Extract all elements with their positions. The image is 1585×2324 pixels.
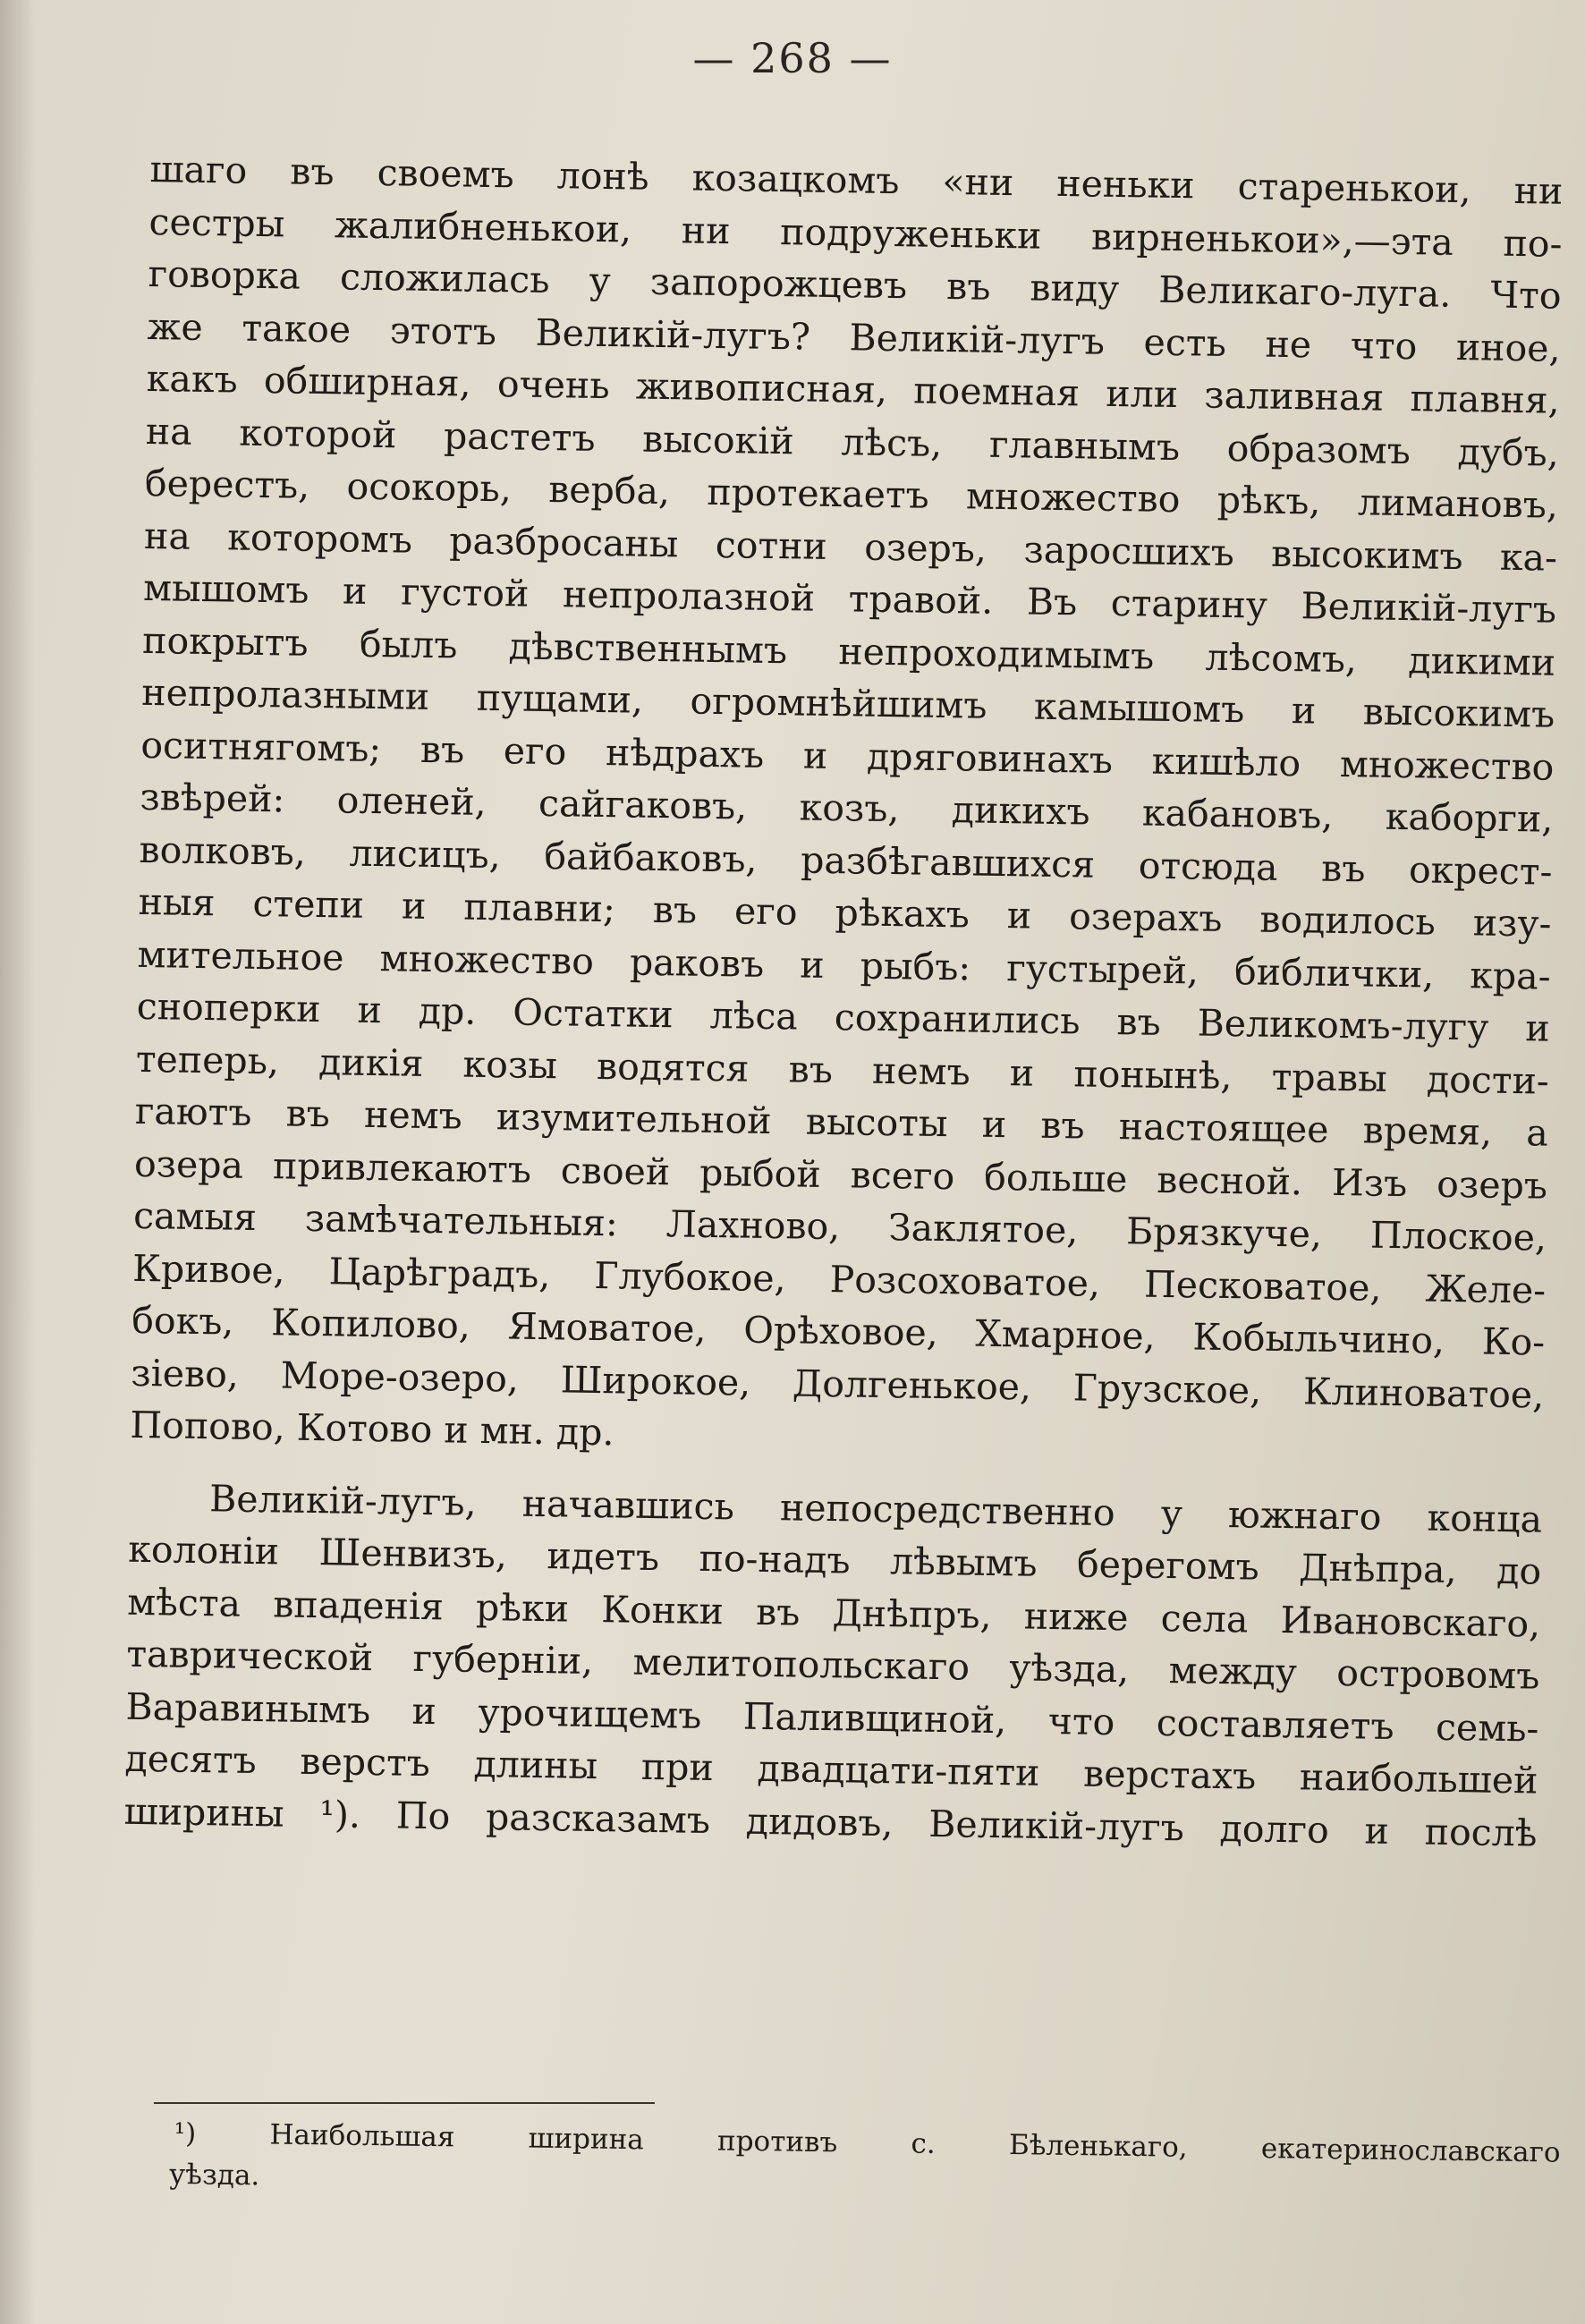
text-line: гаютъ въ немъ изумительной высоты и въ настоящее время, а bbox=[134, 1089, 1549, 1155]
text-line: мышомъ и густой непролазной травой. Въ старину Великій-лугъ bbox=[142, 565, 1557, 632]
text-line: ныя степи и плавни; въ его рѣкахъ и озерахъ водилось изу- bbox=[138, 879, 1552, 946]
text-line: же такое этотъ Великій-лугъ? Великій-лугъ есть не что иное, bbox=[147, 304, 1561, 370]
text-line: Попово, Котово и мн. др. bbox=[130, 1403, 615, 1455]
text-line: говорка сложилась у запорожцевъ въ виду Великаго-луга. Что bbox=[148, 251, 1562, 318]
text-line: зіево, Море-озеро, Широкое, Долгенькое, Грузское, Клиноватое, bbox=[131, 1351, 1545, 1417]
main-text bbox=[123, 143, 1564, 1860]
text-line: оситнягомъ; въ его нѣдрахъ и дряговинахъ кишѣло множество bbox=[140, 723, 1555, 789]
text-line: Варавинымъ и урочищемъ Паливщиной, что составляетъ семь- bbox=[125, 1684, 1539, 1751]
text-line: мѣста впаденія рѣки Конки въ Днѣпръ, ниже села Ивановскаго, bbox=[127, 1580, 1541, 1646]
text-line: на которой растетъ высокій лѣсъ, главнымъ образомъ дубъ, bbox=[145, 409, 1560, 475]
text-line: бокъ, Копилово, Ямоватое, Орѣховое, Хмарное, Кобыльчино, Ко- bbox=[131, 1298, 1546, 1364]
footnote-line: уѣзда. bbox=[168, 2158, 260, 2193]
text-line: Кривое, Царѣградъ, Глубокое, Розсоховатое, Песковатое, Желе- bbox=[131, 1246, 1547, 1312]
page-gutter-shadow bbox=[0, 0, 36, 2324]
text-line: озера привлекаютъ своей рыбой всего больше весной. Изъ озеръ bbox=[133, 1141, 1548, 1208]
text-line: на которомъ разбросаны сотни озеръ, заросшихъ высокимъ ка- bbox=[143, 513, 1558, 580]
text-line: звѣрей: оленей, сайгаковъ, козъ, дикихъ кабановъ, каборги, bbox=[140, 775, 1554, 841]
text-line: самыя замѣчательныя: Лахново, Заклятое, Брязкуче, Плоское, bbox=[132, 1193, 1547, 1260]
text-line: берестъ, осокорь, верба, протекаетъ множество рѣкъ, лимановъ, bbox=[144, 461, 1559, 527]
page-number: — 268 — bbox=[692, 34, 893, 82]
text-line: какъ обширная, очень живописная, поемная или заливная плавня, bbox=[146, 356, 1561, 422]
footnote bbox=[168, 2113, 1561, 2215]
text-line: Великій-лугъ, начавшись непосредственно у южнаго конца bbox=[208, 1476, 1543, 1541]
footnote-line: ¹) Наибольшая ширина противъ с. Бѣленькаго, екатеринославскаго bbox=[174, 2116, 1561, 2169]
text-line: покрытъ былъ дѣвственнымъ непроходимымъ лѣсомъ, дикими bbox=[141, 618, 1556, 684]
text-line: непролазными пущами, огромнѣйшимъ камышомъ и высокимъ bbox=[140, 670, 1555, 736]
text-line: ширины ¹). По разсказамъ дидовъ, Великій-лугъ долго и послѣ bbox=[123, 1789, 1538, 1855]
text-line: теперь, дикія козы водятся въ немъ и понынѣ, травы дости- bbox=[135, 1037, 1550, 1103]
text-line: волковъ, лисицъ, байбаковъ, разбѣгавшихся отсюда въ окрест- bbox=[139, 827, 1553, 894]
text-line: десятъ верстъ длины при двадцати-пяти верстахъ наибольшей bbox=[124, 1736, 1538, 1802]
text-line: сноперки и др. Остатки лѣса сохранились въ Великомъ-лугу и bbox=[136, 984, 1551, 1050]
footnote-divider bbox=[154, 2102, 655, 2104]
text-line: колоніи Шенвизъ, идетъ по-надъ лѣвымъ берегомъ Днѣпра, до bbox=[127, 1527, 1542, 1593]
text-line: таврической губерніи, мелитопольскаго уѣзда, между островомъ bbox=[126, 1632, 1540, 1698]
text-line: мительное множество раковъ и рыбъ: густырей, библички, кра- bbox=[137, 932, 1551, 998]
text-line: сестры жалибненькои, ни подруженьки вирненькои»,—эта по- bbox=[148, 199, 1563, 266]
text-line: шаго въ своемъ лонѣ козацкомъ «ни неньки старенькои, ни bbox=[149, 147, 1564, 213]
